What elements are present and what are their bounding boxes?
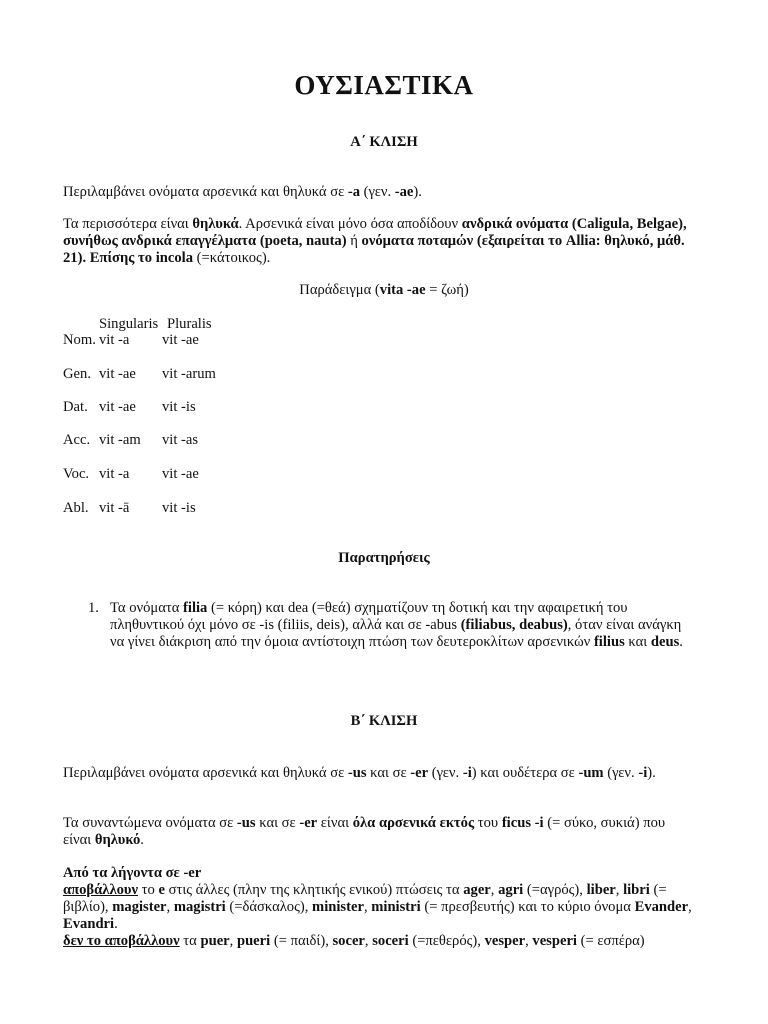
section-b-paragraph-1 bbox=[63, 765, 695, 782]
text: (= πρεσβευτής) και το κύριο όνομα bbox=[420, 899, 635, 915]
header-plural: Pluralis bbox=[167, 316, 212, 332]
bold-text: θηλυκό bbox=[94, 832, 141, 848]
text: , bbox=[490, 882, 499, 898]
bold-text: libri bbox=[623, 882, 650, 898]
bold-text: magister bbox=[112, 899, 167, 915]
text: (= κόρη) και dea (=θεά) σχηματίζουν τη δοτική και την αφαιρετική του πληθυντικού όχι μόνο σε -is (filiis, deis), αλλά και σε -abus bbox=[110, 600, 628, 633]
bold-text: filia bbox=[183, 600, 208, 616]
underlined-text: δεν το αποβάλλουν bbox=[63, 933, 180, 949]
bold-text: pueri bbox=[236, 933, 271, 949]
text: και σε bbox=[255, 815, 300, 831]
plural-form: vit -ae bbox=[162, 332, 199, 348]
singular-form: vit -ae bbox=[99, 366, 136, 382]
bold-text: ανδρικά ονόματα (Caligula, Belgae), συνήθως ανδρικά επαγγέλματα (poeta, nauta) bbox=[63, 216, 687, 249]
text: ). bbox=[413, 184, 422, 200]
notes-heading-text: Παρατηρήσεις bbox=[338, 550, 430, 566]
bold-text: -er bbox=[410, 765, 429, 781]
text: , bbox=[525, 933, 533, 949]
bold-text: -us bbox=[347, 765, 367, 781]
text: (= βιβλίο), bbox=[63, 882, 667, 915]
text: . bbox=[114, 916, 118, 932]
case-label: Dat. bbox=[63, 399, 88, 415]
bold-text: filius bbox=[593, 634, 625, 650]
singular-form: vit -a bbox=[99, 332, 130, 348]
section-b-paragraph-2 bbox=[63, 815, 695, 849]
text: , όταν είναι ανάγκη να γίνει διάκριση από την όμοια αντίστοιχη πτώση των δευτεροκλίτων αρσενικών bbox=[110, 617, 682, 650]
note-number: 1. bbox=[88, 600, 99, 616]
bold-text: magistri bbox=[173, 899, 226, 915]
section-a-heading bbox=[0, 134, 768, 151]
bold-text: deus bbox=[650, 634, 680, 650]
text: , bbox=[364, 933, 373, 949]
case-label: Acc. bbox=[63, 432, 91, 448]
bold-text: -ae bbox=[394, 184, 414, 200]
text: ). bbox=[647, 765, 656, 781]
singular-form: vit -ā bbox=[99, 500, 130, 516]
page-title: ΟΥΣΙΑΣΤΙΚΑ bbox=[294, 70, 474, 100]
case-label: Abl. bbox=[63, 500, 89, 516]
bold-text: -er bbox=[299, 815, 318, 831]
bold-text: ονόματα ποταμών (εξαιρείται το Allia: θηλυκό, μάθ. 21). Επίσης το incola bbox=[63, 233, 685, 266]
section-a-paragraph-1 bbox=[63, 184, 695, 201]
bold-text: soceri bbox=[372, 933, 409, 949]
bold-text: agri bbox=[498, 882, 524, 898]
section-a-paragraph-2 bbox=[63, 216, 695, 267]
header-singular: Singularis bbox=[99, 316, 159, 332]
text: , bbox=[615, 882, 624, 898]
text: Παράδειγμα ( bbox=[299, 282, 380, 298]
text: (γεν. bbox=[603, 765, 639, 781]
example-line bbox=[0, 282, 768, 299]
text: . bbox=[140, 832, 144, 848]
text: (= παιδί), bbox=[270, 933, 333, 949]
bold-text: -us bbox=[236, 815, 256, 831]
section-b-heading bbox=[0, 713, 768, 730]
text: Τα περισσότερα είναι bbox=[63, 216, 193, 232]
singular-form: vit -am bbox=[99, 432, 141, 448]
text: τα bbox=[179, 933, 201, 949]
bold-text: όλα αρσενικά εκτός bbox=[352, 815, 475, 831]
text: (γεν. bbox=[428, 765, 463, 781]
plural-form: vit -arum bbox=[162, 366, 216, 382]
bold-text: Evander bbox=[634, 899, 689, 915]
text: , bbox=[229, 933, 237, 949]
bold-text: θηλυκά bbox=[192, 216, 239, 232]
case-label: Nom. bbox=[63, 332, 96, 348]
plural-form: vit -ae bbox=[162, 466, 199, 482]
bold-text: -um bbox=[578, 765, 604, 781]
bold-text: ministri bbox=[371, 899, 421, 915]
text: (= εσπέρα) bbox=[576, 933, 645, 949]
bold-text: -i bbox=[638, 765, 648, 781]
bold-text: socer bbox=[332, 933, 365, 949]
text: του bbox=[474, 815, 502, 831]
bold-text: liber bbox=[586, 882, 616, 898]
section-a-heading-text: Α΄ ΚΛΙΣΗ bbox=[350, 134, 418, 150]
note-1-text bbox=[110, 600, 695, 651]
text: (=πεθερός), bbox=[408, 933, 485, 949]
section-b-paragraph-3 bbox=[63, 865, 695, 950]
notes-heading bbox=[0, 550, 768, 567]
text: στις άλλες (πλην της κλητικής ενικού) πτώσεις τα bbox=[164, 882, 464, 898]
plural-form: vit -as bbox=[162, 432, 199, 448]
bold-text: vita -ae bbox=[379, 282, 426, 298]
text: (=δάσκαλος), bbox=[225, 899, 313, 915]
singular-form: vit -a bbox=[99, 466, 130, 482]
text: και bbox=[624, 634, 651, 650]
bold-text: minister bbox=[312, 899, 364, 915]
plural-form: vit -is bbox=[162, 500, 196, 516]
bold-text: puer bbox=[200, 933, 230, 949]
bold-text: (filiabus, deabus) bbox=[460, 617, 568, 633]
bold-text: vesperi bbox=[532, 933, 577, 949]
bold-text: -a bbox=[347, 184, 361, 200]
text: . bbox=[679, 634, 683, 650]
bold-text: -i bbox=[462, 765, 472, 781]
text: , bbox=[688, 899, 692, 915]
bold-text: vesper bbox=[484, 933, 526, 949]
text: Τα συναντώμενα ονόματα σε bbox=[63, 815, 237, 831]
text: , bbox=[166, 899, 174, 915]
bold-text: e bbox=[158, 882, 165, 898]
text: και σε bbox=[366, 765, 411, 781]
bold-text: Evandri bbox=[63, 916, 115, 932]
subheading: Από τα λήγοντα σε -er bbox=[63, 865, 202, 881]
text: (=κάτοικος). bbox=[193, 250, 271, 266]
text: , bbox=[363, 899, 372, 915]
text: Περιλαμβάνει ονόματα αρσενικά και θηλυκά σε bbox=[63, 184, 348, 200]
section-b-heading-text: Β΄ ΚΛΙΣΗ bbox=[350, 713, 418, 729]
text: ή bbox=[346, 233, 362, 249]
text: το bbox=[138, 882, 159, 898]
text: Τα ονόματα bbox=[110, 600, 184, 616]
text: είναι bbox=[317, 815, 353, 831]
case-label: Voc. bbox=[63, 466, 90, 482]
text: ) και ουδέτερα σε bbox=[471, 765, 579, 781]
text: = ζωή) bbox=[425, 282, 469, 298]
text: . Αρσενικά είναι μόνο όσα αποδίδουν bbox=[238, 216, 462, 232]
case-label: Gen. bbox=[63, 366, 91, 382]
singular-form: vit -ae bbox=[99, 399, 136, 415]
bold-text: ficus -i bbox=[501, 815, 544, 831]
text: (=αγρός), bbox=[523, 882, 587, 898]
bold-text: ager bbox=[463, 882, 491, 898]
underlined-text: αποβάλλουν bbox=[63, 882, 138, 898]
text: Περιλαμβάνει ονόματα αρσενικά και θηλυκά σε bbox=[63, 765, 348, 781]
text: (γεν. bbox=[360, 184, 395, 200]
plural-form: vit -is bbox=[162, 399, 196, 415]
text: (= σύκο, συκιά) που είναι bbox=[63, 815, 666, 848]
